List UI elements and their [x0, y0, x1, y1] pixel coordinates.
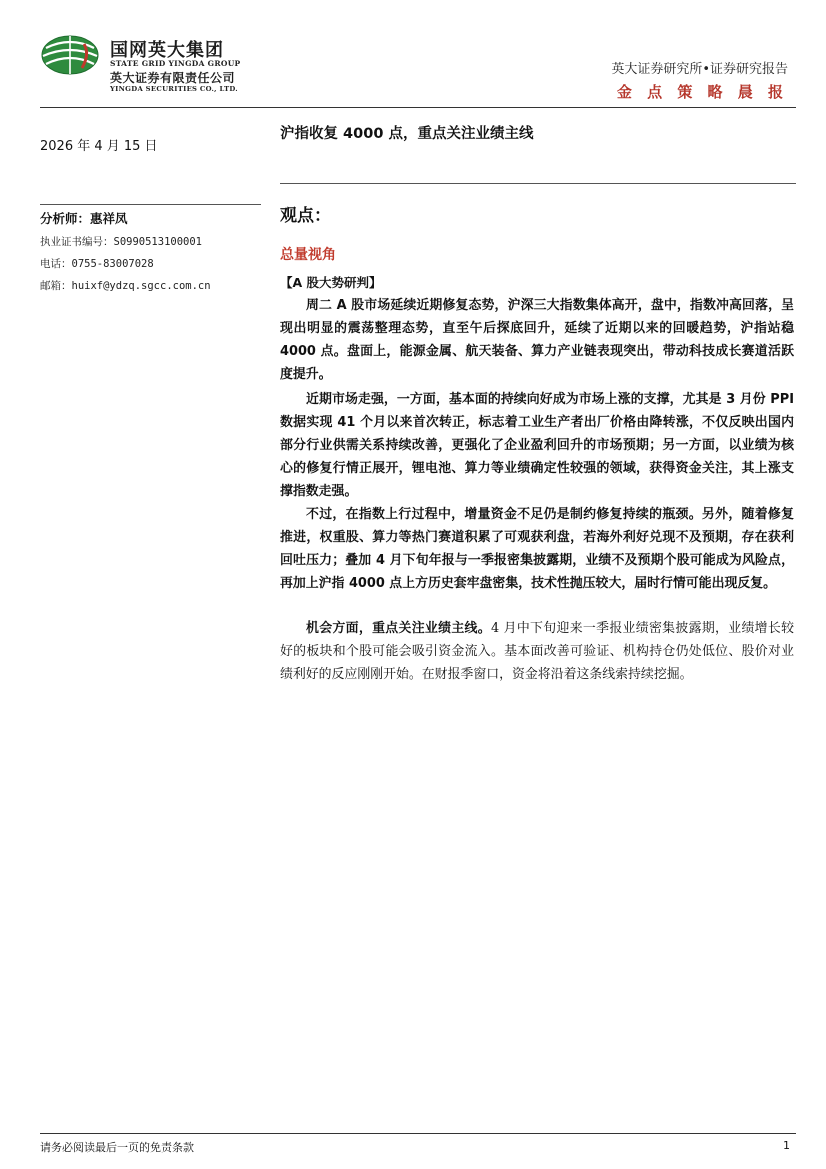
paragraph-4-lead: 机会方面，重点关注业绩主线。 — [306, 621, 491, 636]
views-heading: 观点： — [280, 206, 331, 226]
paragraph-4 — [280, 617, 794, 686]
company-logo-icon — [40, 34, 100, 76]
footer-divider — [40, 1133, 796, 1134]
logo-group-name: 国网英大集团 — [110, 40, 224, 61]
footer-disclaimer: 请务必阅读最后一页的免责条款 — [40, 1141, 194, 1154]
logo-group-name-en: STATE GRID YINGDA GROUP — [110, 59, 241, 68]
report-title: 沪指收复 4000 点，重点关注业绩主线 — [280, 126, 534, 142]
section-heading: 总量视角 — [280, 247, 336, 263]
logo-company-name: 英大证券有限责任公司 — [110, 71, 236, 85]
header-institute: 英大证券研究所•证券研究报告 — [611, 62, 788, 77]
logo-company-name-en: YINGDA SECURITIES CO., LTD. — [110, 85, 238, 93]
paragraph-1: 周二 A 股市场延续近期修复态势，沪深三大指数集体高开，盘中，指数冲高回落，呈现出明显的震荡整理态势，直至午后探底回升，延续了近期以来的回暖趋势，沪指站稳 4000 点。盘面上，能源金属、航天装备、算力产业链表现突出，带动科技成长赛道活跃度提升。 — [280, 298, 794, 382]
analyst-divider — [40, 204, 261, 205]
page-number: 1 — [783, 1139, 790, 1152]
analyst-phone: 电话：0755-83007028 — [40, 258, 154, 270]
analyst-cert: 执业证书编号：S0990513100001 — [40, 236, 203, 248]
report-date: 2026 年 4 月 15 日 — [40, 139, 158, 154]
header-report-type: 金 点 策 略 晨 报 — [616, 83, 788, 101]
paragraph-2: 近期市场走强，一方面，基本面的持续向好成为市场上涨的支撑，尤其是 3 月份 PPI 数据实现 41 个月以来首次转正，标志着工业生产者出厂价格由降转涨，不仅反映出国内部分行业供需关系持续改善，更强化了企业盈利回升的市场预期；另一方面，以业绩为核心的修复行情正展开，锂电池、算力等业绩确定性较强的领域，获得资金关注，其上涨支撑指数走强。 — [280, 392, 794, 499]
header-divider — [40, 107, 796, 108]
paragraph-4-body: 4 月中下旬迎来一季报业绩密集披露期，业绩增长较好的板块和个股可能会吸引资金流入。基本面改善可验证、机构持仓仍处低位、股价对业绩利好的反应刚刚开始。在财报季窗口，资金将沿着这条线索持续挖掘。 — [280, 621, 794, 682]
analyst-email: 邮箱：huixf@ydzq.sgcc.com.cn — [40, 280, 211, 292]
subsection-heading: 【A 股大势研判】 — [280, 275, 382, 290]
paragraph-3: 不过，在指数上行过程中，增量资金不足仍是制约修复持续的瓶颈。另外，随着修复推进，权重股、算力等热门赛道积累了可观获利盘，若海外利好兑现不及预期，存在获利回吐压力；叠加 4 月下旬年报与一季报密集披露期，业绩不及预期个股可能成为风险点，再加上沪指 4000 点上方历史套牢盘密集，技术性抛压较大，届时行情可能出现反复。 — [280, 507, 794, 591]
analyst-name: 分析师：惠祥凤 — [40, 211, 128, 226]
title-divider — [280, 183, 796, 184]
